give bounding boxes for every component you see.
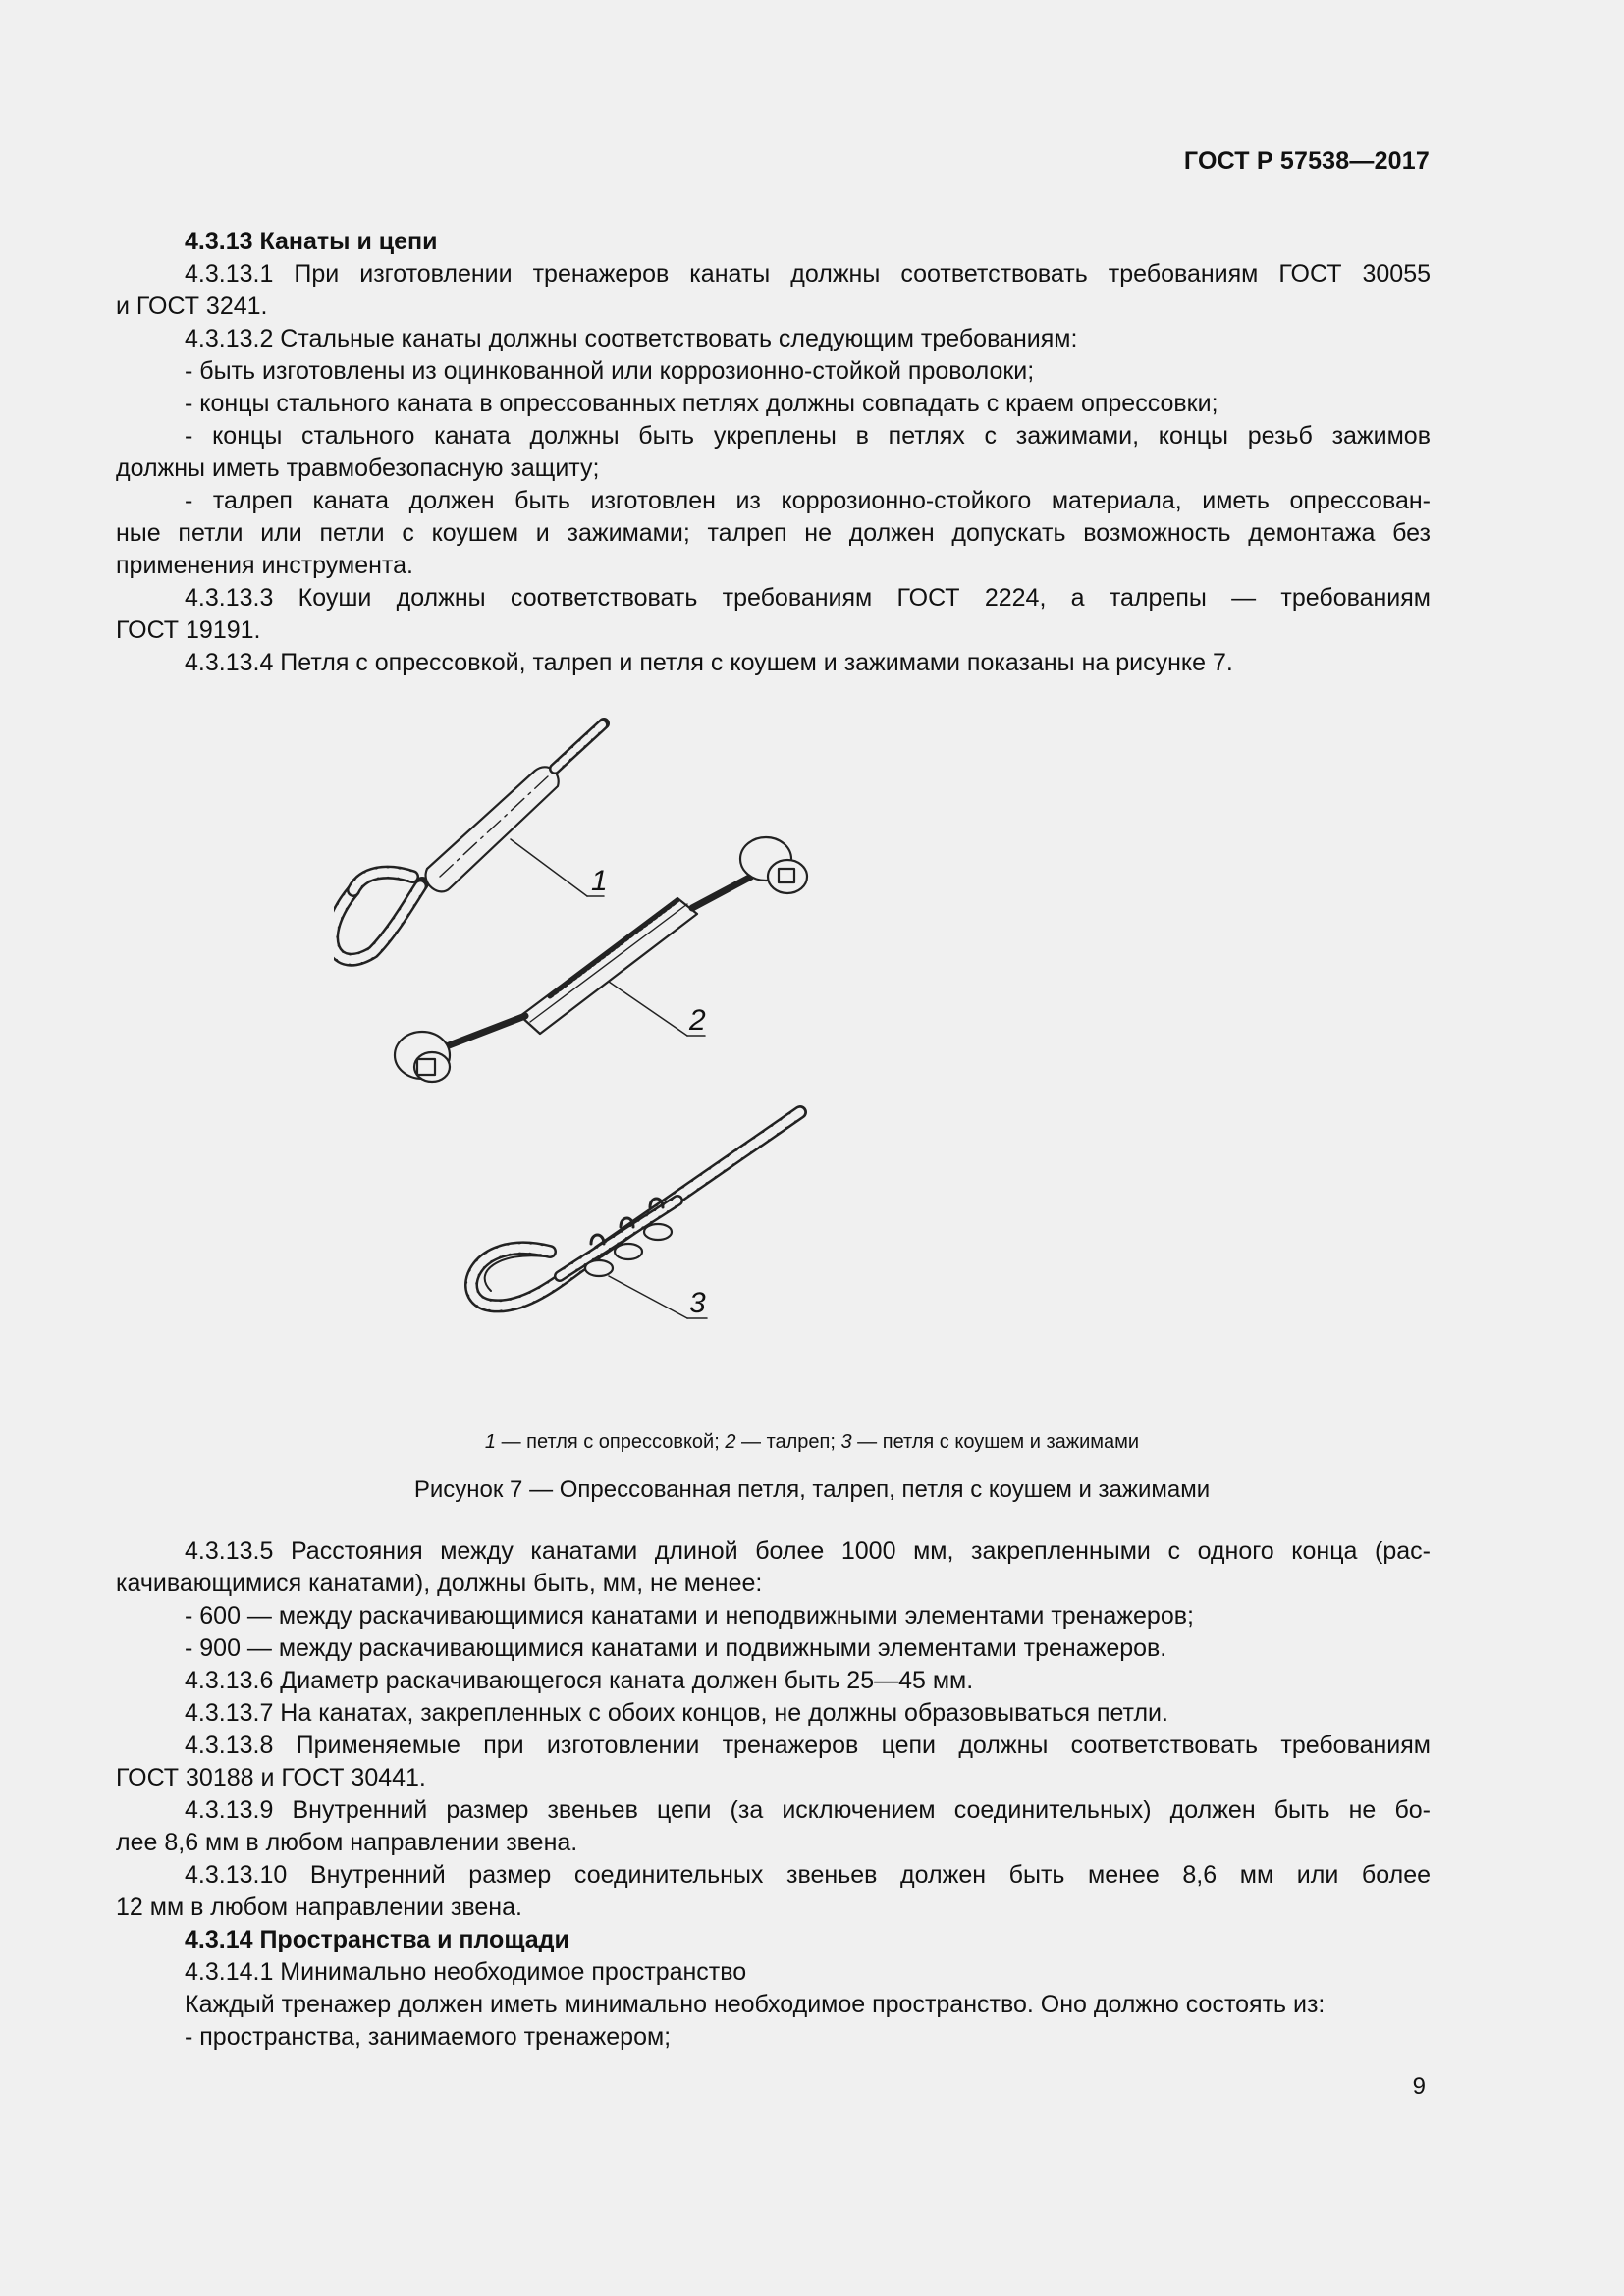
paragraph-line: 4.3.13.7 На канатах, закрепленных с обоих концов, не должны образовываться петли.	[185, 1699, 1168, 1727]
paragraph-line: 4.3.13.1 При изготовлении тренажеров канаты должны соответствовать требованиям ГОСТ 30055	[185, 260, 1431, 288]
figure-7-drawing	[334, 702, 1218, 1409]
section-ropes-chains	[116, 226, 1431, 679]
document-code: ГОСТ Р 57538—2017	[1183, 147, 1430, 175]
figure-legend: 1 — петля с опрессовкой; 2 — талреп; 3 — петля с коушем и зажимами	[484, 1431, 1140, 1453]
paragraph-line: 4.3.13.2 Стальные канаты должны соответствовать следующим требованиям:	[185, 325, 1078, 352]
figure-title: Рисунок 7 — Опрессованная петля, талреп, петля с коушем и зажимами	[413, 1476, 1211, 1503]
list-item-continuation: ные петли или петли с коушем и зажимами; талреп не должен допускать возможность демонтажа без	[116, 519, 1431, 547]
paragraph-line: и ГОСТ 3241.	[116, 293, 268, 320]
page-number: 9	[1412, 2073, 1426, 2100]
paragraph-line: ГОСТ 30188 и ГОСТ 30441.	[116, 1764, 426, 1791]
paragraph-line: 4.3.13.10 Внутренний размер соединительных звеньев должен быть менее 8,6 мм или более	[185, 1861, 1431, 1889]
pressed-loop-drawing	[334, 723, 604, 960]
paragraph-line: качивающимися канатами), должны быть, мм, не менее:	[116, 1570, 763, 1597]
paragraph-line: 12 мм в любом направлении звена.	[116, 1894, 522, 1921]
paragraph-line: лее 8,6 мм в любом направлении звена.	[116, 1829, 578, 1856]
list-item: - пространства, занимаемого тренажером;	[185, 2023, 672, 2051]
section-distances	[116, 1535, 1431, 2054]
section-heading: 4.3.14 Пространства и площади	[185, 1926, 569, 1953]
paragraph-line: 4.3.13.4 Петля с опрессовкой, талреп и петля с коушем и зажимами показаны на рисунке 7.	[185, 649, 1233, 676]
callout-label-3: 3	[689, 1287, 706, 1319]
paragraph-line: ГОСТ 19191.	[116, 616, 261, 644]
paragraph-line: 4.3.13.8 Применяемые при изготовлении тренажеров цепи должны соответствовать требованиям	[185, 1732, 1431, 1759]
paragraph-line: 4.3.13.5 Расстояния между канатами длиной более 1000 мм, закрепленными с одного конца (рас-	[185, 1537, 1431, 1565]
paragraph-line: 4.3.13.6 Диаметр раскачивающегося каната должен быть 25—45 мм.	[185, 1667, 974, 1694]
paragraph-line: Каждый тренажер должен иметь минимально необходимое пространство. Оно должно состоять из:	[185, 1991, 1326, 2018]
list-item: - 600 — между раскачивающимися канатами и неподвижными элементами тренажеров;	[185, 1602, 1194, 1629]
list-item: - талреп каната должен быть изготовлен из коррозионно-стойкого материала, иметь опрессован-	[185, 487, 1431, 514]
paragraph-line: 4.3.13.9 Внутренний размер звеньев цепи (за исключением соединительных) должен быть не бо-	[185, 1796, 1431, 1824]
list-item: - быть изготовлены из оцинкованной или коррозионно-стойкой проволоки;	[185, 357, 1035, 385]
list-item: - 900 — между раскачивающимися канатами и подвижными элементами тренажеров.	[185, 1634, 1167, 1662]
list-item-continuation: должны иметь травмобезопасную защиту;	[116, 454, 600, 482]
subsection-heading: 4.3.14.1 Минимально необходимое пространство	[185, 1958, 747, 1986]
thimble-loop-drawing	[471, 1112, 800, 1318]
list-item-continuation: применения инструмента.	[116, 552, 413, 579]
section-heading: 4.3.13 Канаты и цепи	[185, 228, 438, 255]
paragraph-line: 4.3.13.3 Коуши должны соответствовать требованиям ГОСТ 2224, а талрепы — требованиям	[185, 584, 1431, 612]
callout-label-2: 2	[689, 1004, 706, 1037]
callout-label-1: 1	[591, 865, 608, 897]
list-item: - концы стального каната в опрессованных петлях должны совпадать с краем опрессовки;	[185, 390, 1218, 417]
list-item: - концы стального каната должны быть укреплены в петлях с зажимами, концы резьб зажимов	[185, 422, 1431, 450]
